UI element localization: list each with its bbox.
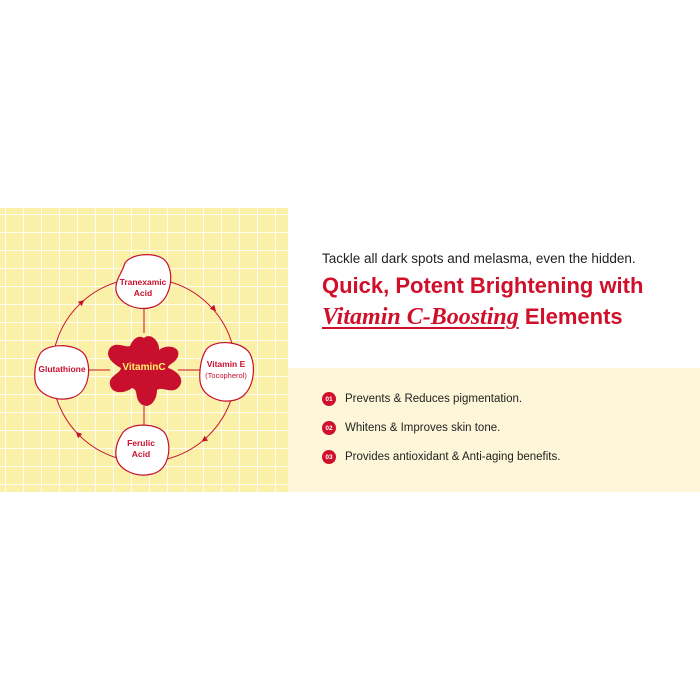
node-glutathione-line1: Glutathione xyxy=(38,364,86,374)
headline-italic-phrase: Vitamin C-Boosting xyxy=(322,304,519,330)
headline-line1: Quick, Potent Brightening with xyxy=(322,273,644,298)
benefit-number-badge: 01 xyxy=(322,392,336,406)
center-label-vitamin-c: VitaminC xyxy=(122,362,166,373)
headline-line2-rest: Elements xyxy=(518,304,623,329)
node-tranexamic-acid-line1: Tranexamic xyxy=(119,277,167,287)
node-vitamin-e-line2: (Tocopherol) xyxy=(205,371,247,380)
node-ferulic-acid-line1: Ferulic xyxy=(127,438,155,448)
ingredient-cycle-diagram xyxy=(0,208,288,492)
benefit-number-badge: 02 xyxy=(322,421,336,435)
node-ferulic-acid-line2: Acid xyxy=(131,449,151,459)
headline-line2 xyxy=(322,301,643,333)
node-vitamin-e-line1: Vitamin E xyxy=(206,359,246,369)
benefit-item xyxy=(322,392,560,406)
benefit-text: Provides antioxidant & Anti-aging benefits. xyxy=(345,451,561,463)
node-tranexamic-acid xyxy=(103,277,183,299)
benefit-text: Prevents & Reduces pigmentation. xyxy=(345,393,523,405)
benefit-item xyxy=(322,421,560,435)
benefit-item xyxy=(322,450,560,464)
tagline: Tackle all dark spots and melasma, even the hidden. xyxy=(322,251,636,266)
headline xyxy=(322,270,643,333)
benefit-text: Whitens & Improves skin tone. xyxy=(345,422,501,434)
node-ferulic-acid xyxy=(101,438,181,460)
node-vitamin-e xyxy=(186,359,266,381)
node-tranexamic-acid-line2: Acid xyxy=(133,288,153,298)
benefit-list xyxy=(322,392,560,479)
benefit-number-badge: 03 xyxy=(322,450,336,464)
node-glutathione xyxy=(22,364,102,375)
